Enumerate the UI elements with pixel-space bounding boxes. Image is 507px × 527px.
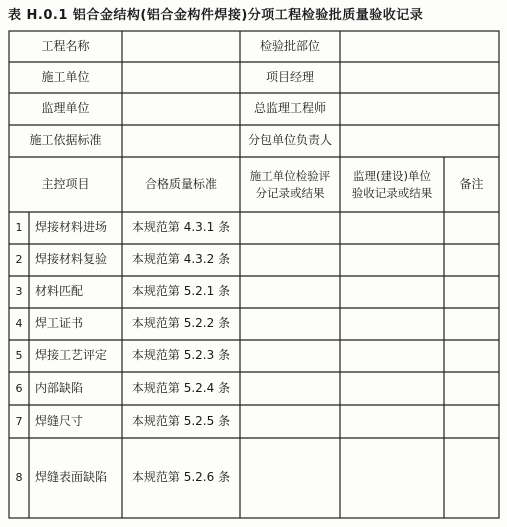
label-project-manager: 项目经理 xyxy=(265,69,314,84)
row-item: 焊接材料进场 xyxy=(35,220,108,235)
column-header-supervision-check: 监理(建设)单位 验收记录或结果 xyxy=(351,168,433,200)
row-number: 1 xyxy=(15,221,23,235)
row-item: 焊缝尺寸 xyxy=(35,413,84,428)
label-standard-basis: 施工依据标准 xyxy=(29,133,102,148)
row-standard: 本规范第 5.2.6 条 xyxy=(131,470,231,485)
inspection-record-table xyxy=(8,30,500,520)
row-standard: 本规范第 5.2.2 条 xyxy=(131,316,231,331)
row-standard: 本规范第 5.2.4 条 xyxy=(131,380,231,395)
row-standard: 本规范第 5.2.5 条 xyxy=(131,413,231,428)
label-supervision-unit: 监理单位 xyxy=(41,101,90,116)
row-item: 焊工证书 xyxy=(35,316,84,331)
column-header-remarks: 备注 xyxy=(459,176,484,191)
label-inspection-part: 检验批部位 xyxy=(259,38,320,53)
row-standard: 本规范第 4.3.1 条 xyxy=(131,220,231,235)
column-header-qualified-standard: 合格质量标准 xyxy=(144,176,217,191)
table-title: 表 H.0.1 铝合金结构(铝合金构件焊接)分项工程检验批质量验收记录 xyxy=(8,8,424,23)
row-number: 3 xyxy=(15,285,23,299)
label-project-name: 工程名称 xyxy=(41,38,90,53)
row-item: 材料匹配 xyxy=(35,284,84,299)
row-number: 7 xyxy=(15,414,23,428)
row-standard: 本规范第 5.2.1 条 xyxy=(131,284,231,299)
row-number: 5 xyxy=(15,349,23,363)
row-standard: 本规范第 4.3.2 条 xyxy=(131,252,231,267)
row-number: 6 xyxy=(15,381,23,395)
row-number: 4 xyxy=(15,317,23,331)
row-item: 焊接材料复验 xyxy=(35,252,108,267)
row-standard: 本规范第 5.2.3 条 xyxy=(131,348,231,363)
column-header-construction-check: 施工单位检验评 分记录或结果 xyxy=(249,168,331,200)
label-subcontractor-lead: 分包单位负责人 xyxy=(247,133,332,148)
row-number: 2 xyxy=(15,253,23,267)
row-item: 焊缝表面缺陷 xyxy=(35,470,108,485)
label-chief-supervisor: 总监理工程师 xyxy=(253,101,326,116)
row-number: 8 xyxy=(15,471,23,485)
row-item: 焊接工艺评定 xyxy=(35,348,108,363)
row-item: 内部缺陷 xyxy=(35,380,84,395)
column-header-main-item: 主控项目 xyxy=(41,176,90,191)
label-construction-unit: 施工单位 xyxy=(41,69,90,84)
